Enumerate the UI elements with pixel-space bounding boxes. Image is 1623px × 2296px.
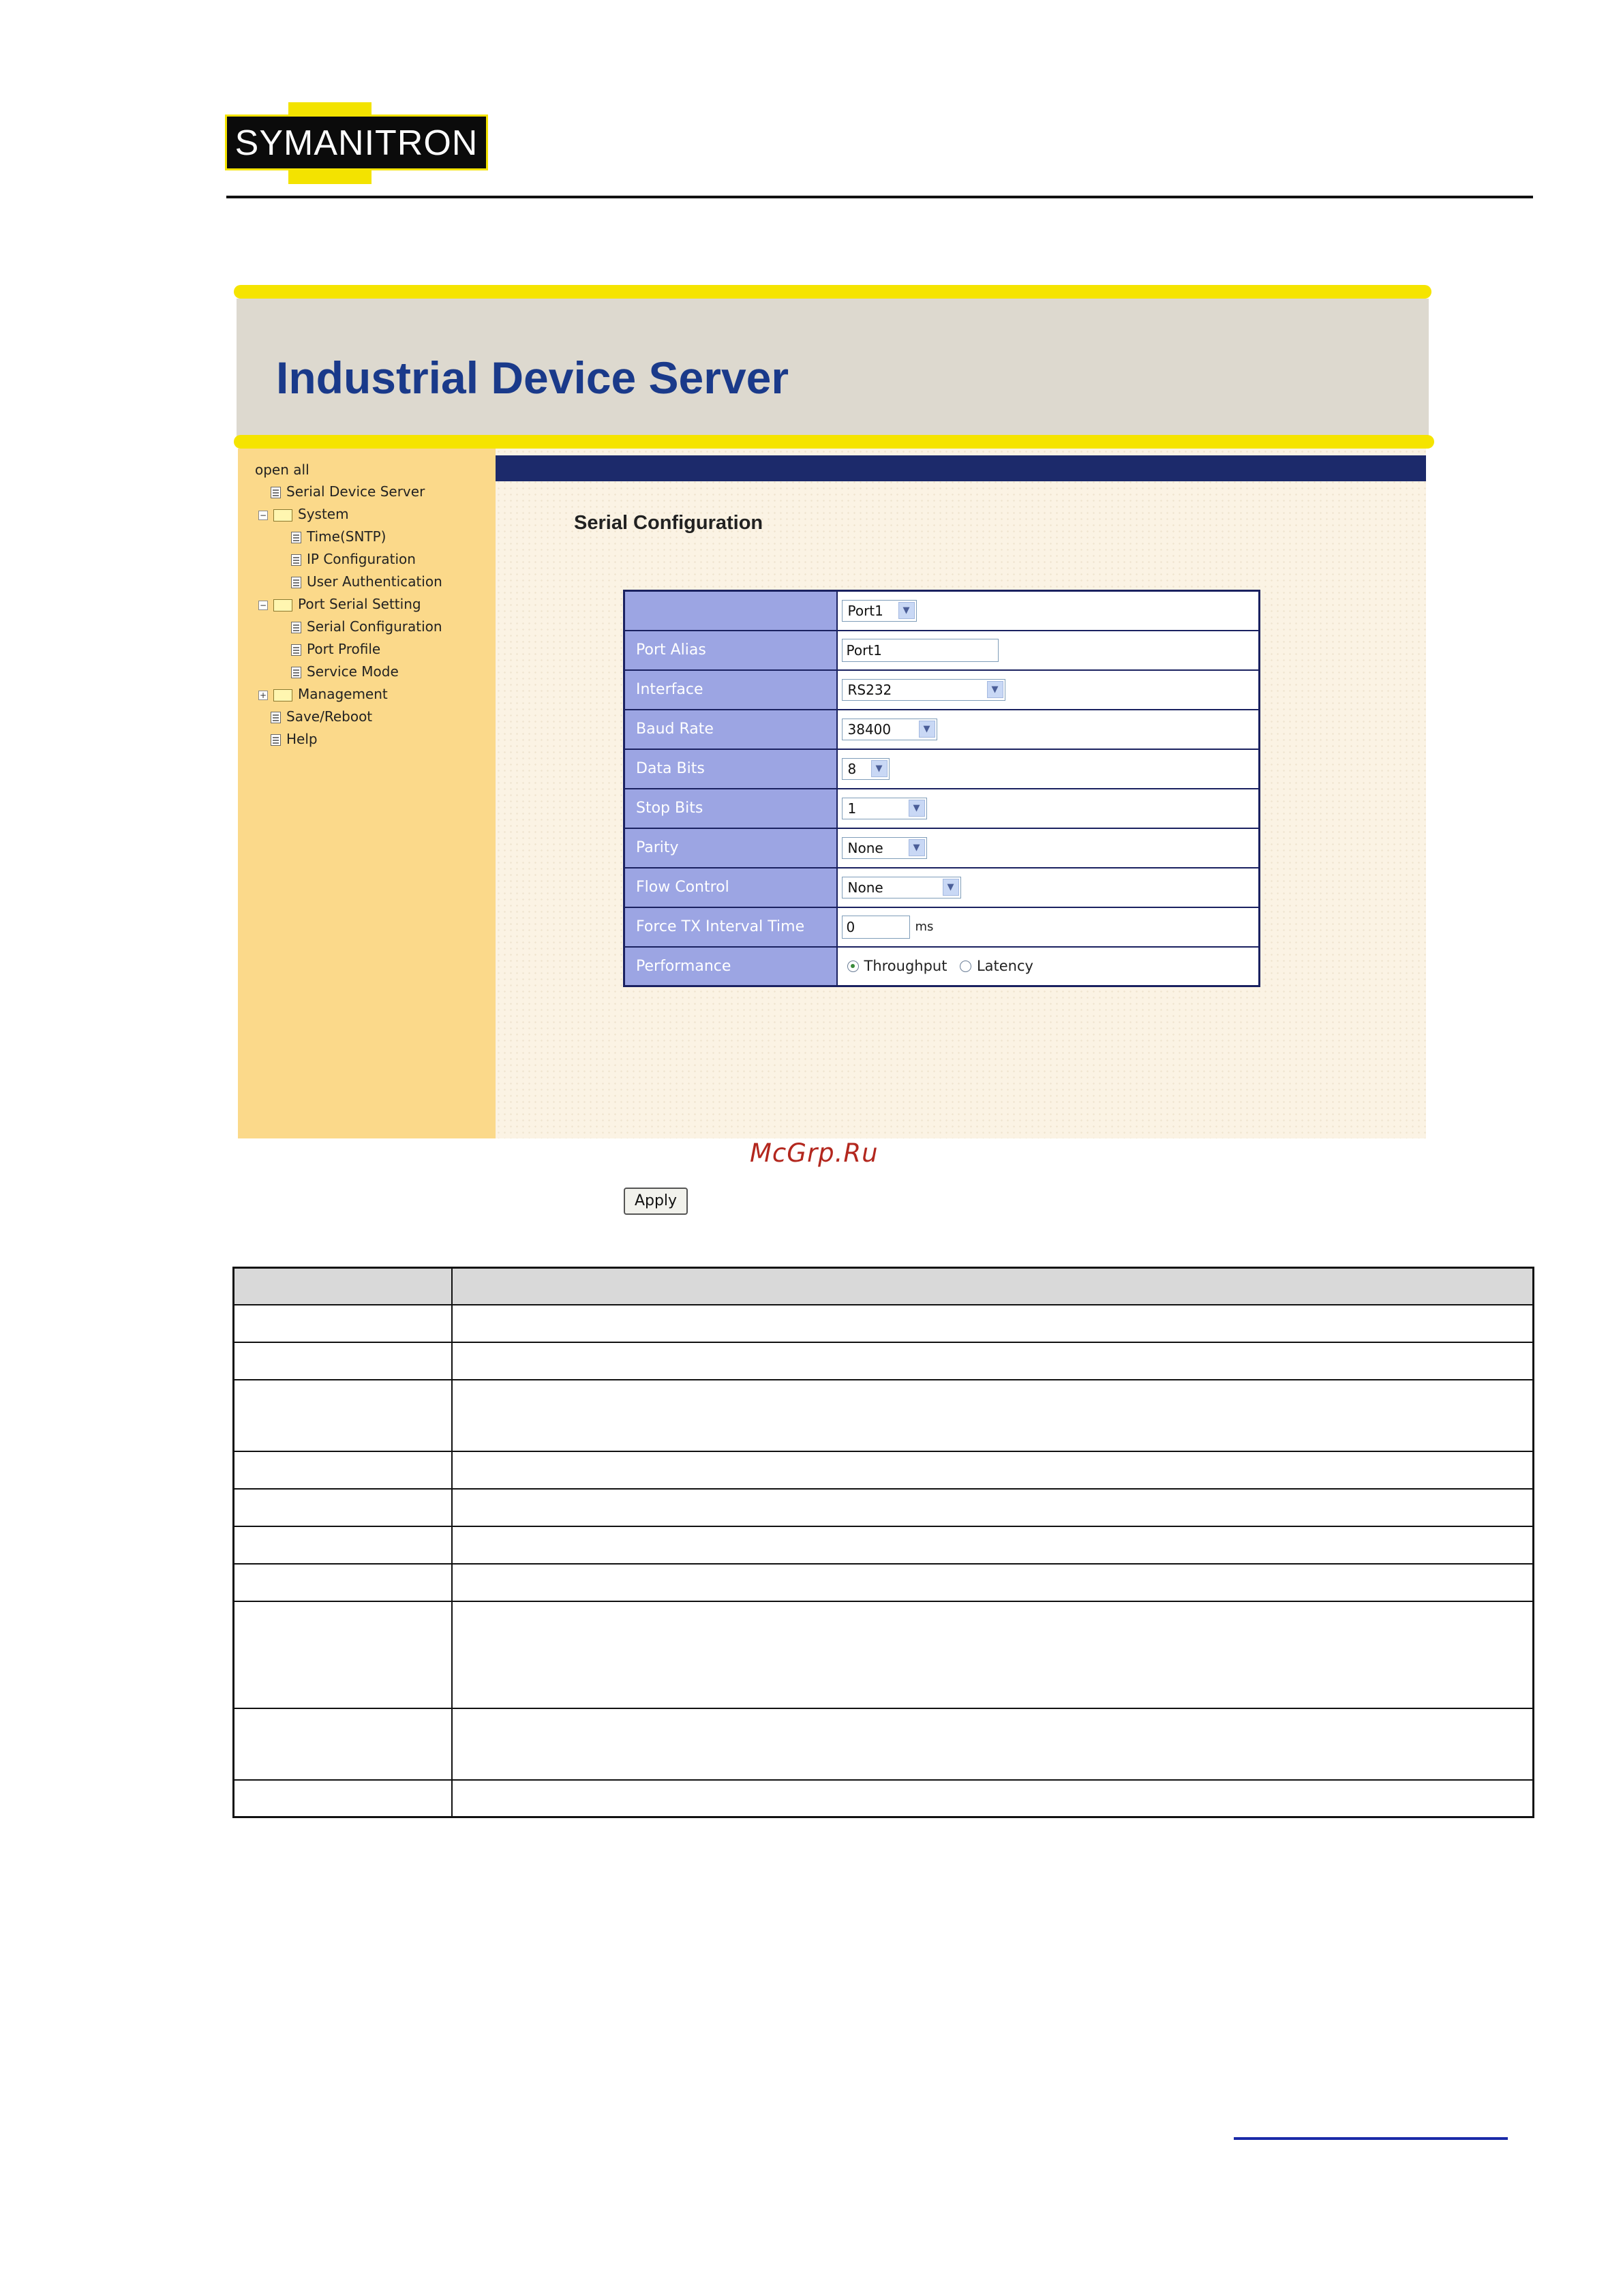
watermark: McGrp.Ru bbox=[750, 1138, 879, 1168]
chevron-down-icon: ▼ bbox=[909, 800, 925, 817]
header-rule bbox=[226, 196, 1533, 198]
nav-item-port-profile[interactable] bbox=[291, 639, 380, 659]
expand-icon[interactable]: + bbox=[259, 690, 267, 700]
folder-icon bbox=[273, 689, 292, 701]
force-tx-interval-input[interactable]: 0 bbox=[842, 916, 910, 939]
nav-item-ip-configuration[interactable] bbox=[291, 549, 416, 569]
config-label: Interface bbox=[624, 670, 837, 710]
table-row bbox=[234, 1380, 1534, 1451]
chevron-down-icon: ▼ bbox=[987, 681, 1003, 698]
nav-item-port-serial-setting[interactable] bbox=[258, 594, 421, 614]
radio-label: Throughput bbox=[864, 958, 947, 975]
footer-link-underline bbox=[1234, 2137, 1508, 2140]
chevron-down-icon: ▼ bbox=[871, 760, 888, 777]
document-icon bbox=[271, 487, 281, 498]
document-icon bbox=[291, 577, 301, 588]
apply-button[interactable]: Apply bbox=[624, 1188, 688, 1215]
nav-item-time-sntp[interactable] bbox=[291, 526, 386, 547]
radio-label: Latency bbox=[976, 958, 1033, 975]
config-label-empty bbox=[624, 591, 837, 631]
throughput-radio[interactable] bbox=[847, 961, 859, 972]
logo-text: SYMANITRON bbox=[234, 123, 479, 163]
sidebar bbox=[238, 449, 496, 1138]
description-table bbox=[232, 1267, 1534, 1818]
table-row bbox=[234, 1564, 1534, 1601]
nav-label: IP Configuration bbox=[307, 551, 416, 567]
config-label: Force TX Interval Time bbox=[624, 907, 837, 947]
table-row bbox=[234, 1342, 1534, 1380]
config-row-port bbox=[624, 591, 1260, 631]
config-row-force-tx bbox=[624, 907, 1260, 947]
table-row bbox=[234, 1451, 1534, 1489]
interface-select[interactable]: RS232 ▼ bbox=[842, 679, 1005, 701]
app-header bbox=[237, 299, 1429, 442]
nav-label: User Authentication bbox=[307, 573, 442, 590]
nav-item-serial-device-server[interactable] bbox=[271, 481, 425, 502]
config-label: Performance bbox=[624, 947, 837, 986]
nav-item-service-mode[interactable] bbox=[291, 661, 399, 682]
flow-control-select[interactable]: None ▼ bbox=[842, 877, 961, 898]
data-bits-select[interactable]: 8 ▼ bbox=[842, 758, 890, 780]
collapse-icon[interactable]: − bbox=[259, 600, 267, 610]
config-label: Baud Rate bbox=[624, 710, 837, 749]
document-icon bbox=[271, 734, 281, 746]
config-label: Parity bbox=[624, 828, 837, 868]
nav-label: Save/Reboot bbox=[286, 708, 373, 725]
nav-item-serial-configuration[interactable] bbox=[291, 616, 442, 637]
stop-bits-select[interactable]: 1 ▼ bbox=[842, 798, 927, 819]
baud-rate-select[interactable]: 38400 ▼ bbox=[842, 719, 937, 740]
config-label: Stop Bits bbox=[624, 789, 837, 828]
top-yellow-bar bbox=[234, 285, 1431, 299]
document-icon bbox=[291, 644, 301, 656]
chevron-down-icon: ▼ bbox=[919, 721, 935, 738]
nav-item-user-authentication[interactable] bbox=[291, 571, 442, 592]
folder-icon bbox=[273, 599, 292, 611]
navy-title-bar bbox=[496, 455, 1426, 481]
config-label: Data Bits bbox=[624, 749, 837, 789]
nav-label: Serial Configuration bbox=[307, 618, 442, 635]
chevron-down-icon: ▼ bbox=[898, 602, 915, 619]
config-label: Flow Control bbox=[624, 868, 837, 907]
unit-label: ms bbox=[915, 920, 934, 934]
config-row-stop-bits bbox=[624, 789, 1260, 828]
nav-label: Port Profile bbox=[307, 641, 381, 657]
header-yellow-bar bbox=[234, 435, 1434, 449]
table-row bbox=[234, 1780, 1534, 1817]
document-icon bbox=[271, 712, 281, 723]
nav-label: Service Mode bbox=[307, 663, 399, 680]
document-icon bbox=[291, 532, 301, 543]
document-icon bbox=[291, 622, 301, 633]
folder-icon bbox=[273, 509, 292, 522]
nav-label: Time(SNTP) bbox=[307, 528, 386, 545]
parity-select[interactable]: None ▼ bbox=[842, 837, 927, 859]
table-row bbox=[234, 1489, 1534, 1526]
serial-config-table bbox=[623, 590, 1260, 987]
nav-label: Serial Device Server bbox=[286, 483, 425, 500]
table-header-row bbox=[234, 1268, 1534, 1305]
nav-label: System bbox=[298, 506, 349, 522]
nav-label: Management bbox=[298, 686, 388, 702]
nav-item-help[interactable] bbox=[271, 729, 318, 749]
config-label: Port Alias bbox=[624, 631, 837, 670]
config-row-parity bbox=[624, 828, 1260, 868]
chevron-down-icon: ▼ bbox=[909, 839, 925, 856]
nav-label: Help bbox=[286, 731, 318, 747]
collapse-icon[interactable]: − bbox=[259, 510, 267, 520]
open-all-link[interactable]: open all bbox=[255, 462, 309, 478]
nav-label: Port Serial Setting bbox=[298, 596, 421, 612]
nav-item-system[interactable] bbox=[258, 504, 349, 524]
table-row bbox=[234, 1601, 1534, 1708]
chevron-down-icon: ▼ bbox=[943, 879, 959, 896]
symanitron-logo bbox=[225, 102, 488, 184]
table-row bbox=[234, 1526, 1534, 1564]
config-row-data-bits bbox=[624, 749, 1260, 789]
app-title: Industrial Device Server bbox=[276, 352, 789, 403]
table-row bbox=[234, 1708, 1534, 1780]
port-select[interactable]: Port1 ▼ bbox=[842, 600, 917, 622]
latency-radio[interactable] bbox=[960, 961, 971, 972]
port-alias-input[interactable]: Port1 bbox=[842, 639, 999, 662]
logo-box bbox=[225, 115, 488, 170]
config-row-baud-rate bbox=[624, 710, 1260, 749]
config-row-performance bbox=[624, 947, 1260, 986]
config-row-port-alias bbox=[624, 631, 1260, 670]
page-title: Serial Configuration bbox=[574, 512, 763, 534]
document-icon bbox=[291, 667, 301, 678]
config-row-interface bbox=[624, 670, 1260, 710]
config-row-flow-control bbox=[624, 868, 1260, 907]
table-row bbox=[234, 1305, 1534, 1342]
document-icon bbox=[291, 554, 301, 566]
nav-item-save-reboot[interactable] bbox=[271, 706, 372, 727]
nav-item-management[interactable] bbox=[258, 684, 388, 704]
